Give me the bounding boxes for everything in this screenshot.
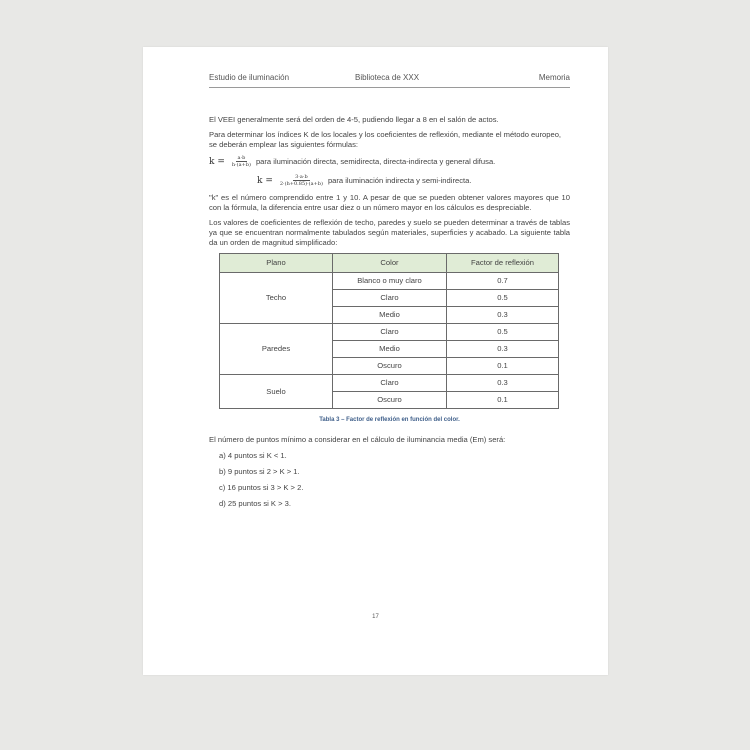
table-cell-factor: 0.5 [447, 290, 559, 307]
table-cell-color: Oscuro [333, 392, 447, 409]
paragraph-formulas-intro: Para determinar los índices K de los locales y los coeficientes de reflexión, mediante el método europeo, se deberán emplear las siguientes fórmulas: [209, 130, 562, 149]
page-body [209, 115, 570, 515]
document-page [143, 47, 608, 675]
table-cell-color: Claro [333, 324, 447, 341]
formula-indirect-numerator: 3·a·b [295, 174, 308, 180]
table-header-plane: Plano [220, 254, 333, 273]
table-cell-factor: 0.5 [447, 324, 559, 341]
table-cell-factor: 0.7 [447, 273, 559, 290]
table-cell-color: Claro [333, 290, 447, 307]
plane-paredes: Paredes [220, 324, 333, 375]
header-right: Memoria [538, 73, 570, 82]
header-left: Estudio de iluminación [209, 73, 290, 82]
formula-direct-text: para iluminación directa, semidirecta, directa-indirecta y general difusa. [255, 156, 496, 166]
table-cell-color: Medio [333, 341, 447, 358]
table-header-row [220, 254, 559, 273]
points-list [209, 451, 570, 509]
list-item: c) 16 puntos si 3 > K > 2. [219, 483, 304, 492]
table-cell-color: Blanco o muy claro [333, 273, 447, 290]
formula-indirect-fraction [278, 174, 325, 187]
page-number: 17 [372, 614, 379, 620]
table-cell-color: Claro [333, 375, 447, 392]
page-header [209, 73, 570, 88]
table-cell-factor: 0.3 [447, 341, 559, 358]
paragraph-k-range: "k" es el número comprendido entre 1 y 10. A pesar de que se pueden obtener valores mayores que 10 con la fórmula, la diferencia entre usar diez o un número mayor en los cálculos es despreciable. [209, 193, 570, 212]
list-item: a) 4 puntos si K < 1. [219, 451, 287, 460]
formula-direct [209, 155, 570, 168]
table-header-factor: Factor de reflexión [447, 254, 559, 273]
table-row [220, 273, 559, 290]
table-header-color: Color [333, 254, 447, 273]
table-cell-factor: 0.3 [447, 307, 559, 324]
paragraph-points: El número de puntos mínimo a considerar en el cálculo de iluminancia media (Em) será: [209, 435, 506, 444]
reflection-table [219, 253, 559, 409]
list-item: b) 9 puntos si 2 > K > 1. [219, 467, 300, 476]
formula-indirect-var: k = [257, 175, 273, 186]
paragraph-veei: El VEEI generalmente será del orden de 4-5, pudiendo llegar a 8 en el salón de actos. [209, 115, 499, 124]
header-center: Biblioteca de XXX [355, 73, 420, 82]
table-cell-color: Medio [333, 307, 447, 324]
table-cell-factor: 0.1 [447, 392, 559, 409]
formula-indirect-denominator: 2·(h+0.85)·(a+b) [279, 181, 323, 187]
formula-indirect-text: para iluminación indirecta y semi-indirecta. [327, 175, 472, 185]
table-row [220, 375, 559, 392]
table-row [220, 324, 559, 341]
formula-direct-numerator: a·b [237, 155, 246, 161]
formula-indirect [257, 174, 570, 187]
formula-direct-fraction [230, 155, 253, 168]
paragraph-reflection: Los valores de coeficientes de reflexión de techo, paredes y suelo se pueden determinar a través de tablas ya que se encuentran normalmente tabulados según materiales, superficies y acabado. La siguiente tabla da un orden de magnitud simplificado: [209, 218, 570, 247]
formula-direct-var: k = [209, 156, 225, 167]
plane-techo: Techo [220, 273, 333, 324]
table-cell-factor: 0.3 [447, 375, 559, 392]
table-cell-factor: 0.1 [447, 358, 559, 375]
table-cell-color: Oscuro [333, 358, 447, 375]
table-caption: Tabla 3 – Factor de reflexión en función del color. [319, 417, 460, 423]
formula-direct-denominator: h·(a+b) [231, 162, 251, 168]
plane-suelo: Suelo [220, 375, 333, 409]
list-item: d) 25 puntos si K > 3. [219, 499, 291, 508]
